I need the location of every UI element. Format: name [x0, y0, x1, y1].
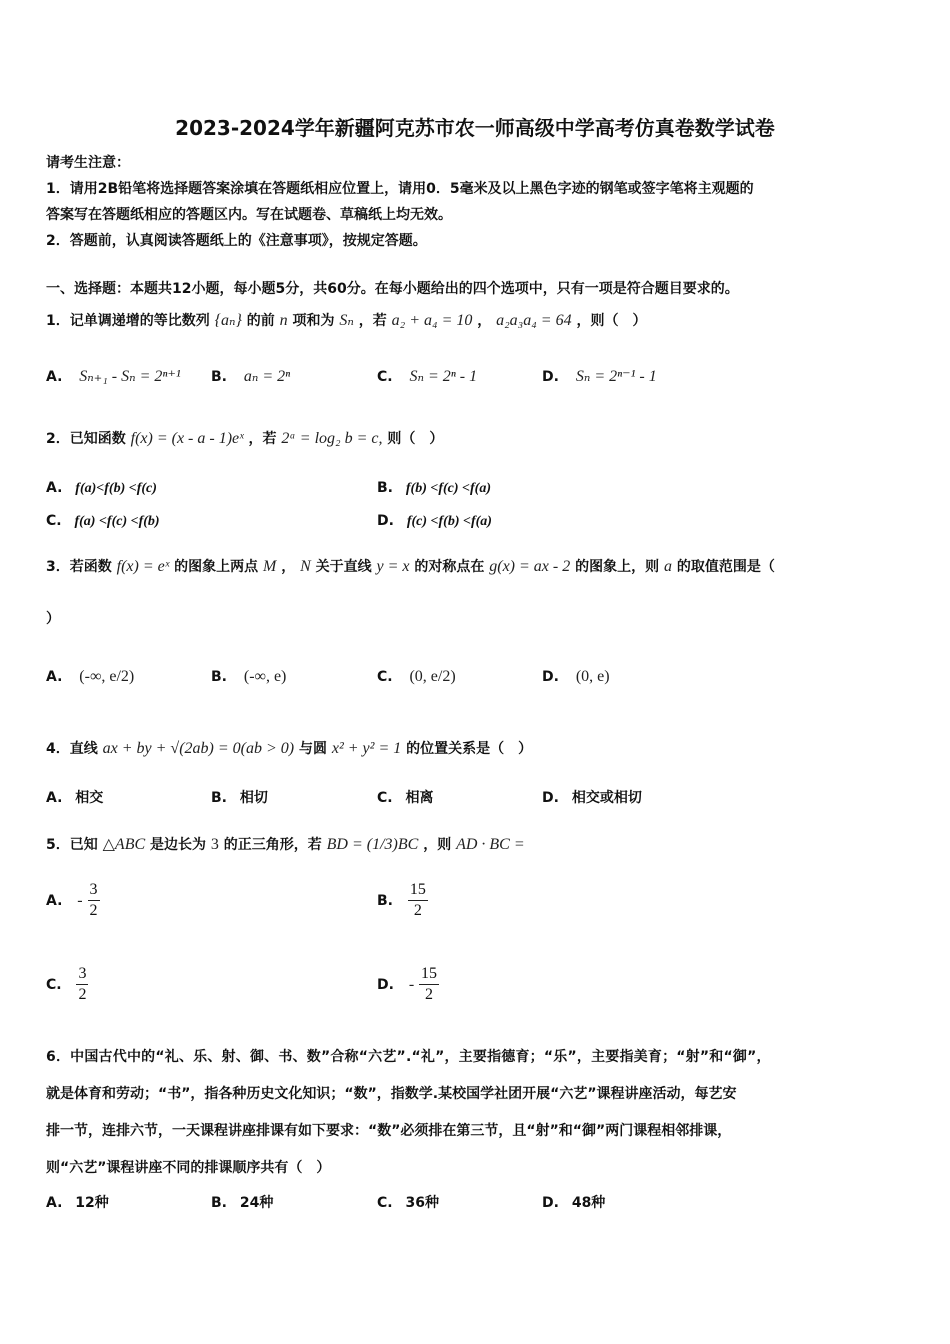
q3-text-3: ，	[281, 559, 296, 575]
q2-option-c[interactable]	[46, 513, 160, 530]
option-text: 相交	[75, 790, 104, 806]
q6-line-1: 6．中国古代中的“礼、乐、射、御、书、数”合称“六艺”.“礼”，主要指德育；“乐”，主要指美育；“射”和“御”，	[46, 1049, 771, 1065]
q5-option-a[interactable]	[46, 880, 100, 921]
q1-math-5: a₂a₃a₄ = 64	[496, 312, 572, 329]
q5-math-2: 3	[210, 836, 219, 853]
q5-math-4: AD · BC =	[456, 836, 525, 853]
question-5	[46, 834, 525, 854]
q3-math-5: g(x) = ax - 2	[489, 558, 571, 575]
q1-option-c[interactable]	[377, 366, 477, 386]
option-label: C.	[377, 669, 393, 685]
option-math: (0, e)	[575, 668, 610, 685]
option-fraction	[76, 964, 88, 1005]
option-label: B.	[211, 369, 227, 385]
q4-option-b[interactable]	[211, 787, 268, 807]
option-sign: -	[77, 891, 83, 909]
q3-closing-paren: ）	[46, 611, 60, 627]
option-label: D.	[377, 976, 394, 993]
option-label: C.	[377, 369, 393, 385]
q3-text-2: 的图象上两点	[174, 559, 259, 575]
option-math: Sₙ₊₁ - Sₙ = 2ⁿ⁺¹	[79, 368, 181, 385]
option-text: 36种	[405, 1195, 439, 1211]
option-label: D.	[542, 1195, 559, 1211]
option-label: A.	[46, 480, 63, 496]
q5-text-4: ，则	[423, 837, 452, 853]
option-fraction	[408, 880, 428, 921]
q3-option-a[interactable]	[46, 668, 134, 686]
notice-line-2: 2．答题前，认真阅读答题纸上的《注意事项》，按规定答题。	[46, 233, 427, 249]
option-text: 相离	[405, 790, 434, 806]
option-label: A.	[46, 1195, 63, 1211]
fraction-denominator: 2	[413, 902, 422, 919]
option-label: C.	[377, 790, 393, 806]
option-fraction	[419, 964, 439, 1005]
option-label: C.	[46, 976, 62, 993]
option-label: A.	[46, 369, 63, 385]
question-3	[46, 556, 775, 576]
option-text: 24种	[239, 1195, 274, 1211]
question-1	[46, 310, 646, 330]
fraction-numerator: 3	[76, 964, 88, 985]
notice-line-1a: 1．请用2B铅笔将选择题答案涂填在答题纸相应位置上，请用0．5毫米及以上黑色字迹的钢笔或签字笔将主观题的	[46, 181, 754, 197]
q6-option-b[interactable]	[211, 1192, 273, 1212]
q5-option-b[interactable]	[377, 880, 428, 921]
q1-text-3: 项和为	[292, 313, 335, 329]
fraction-numerator: 15	[419, 964, 439, 985]
q3-text-5: 的对称点在	[414, 559, 485, 575]
option-text: f(a) <f(c) <f(b)	[74, 514, 160, 529]
option-text: 48种	[571, 1195, 606, 1211]
q5-math-1: △ABC	[102, 836, 146, 853]
option-label: D.	[542, 369, 559, 385]
option-label: B.	[211, 790, 227, 806]
q5-math-3: BD = (1/3)BC	[326, 836, 419, 853]
option-sign: -	[408, 975, 415, 993]
notice-line-1b: 答案写在答题纸相应的答题区内。写在试题卷、草稿纸上均无效。	[46, 207, 452, 223]
option-math: (0, e/2)	[409, 668, 456, 685]
option-math: (-∞, e/2)	[79, 668, 135, 685]
q1-text-5: ，	[477, 313, 492, 329]
fraction-denominator: 2	[78, 986, 87, 1003]
q1-text-1: 1．记单调递增的等比数列	[46, 313, 210, 329]
q6-option-d[interactable]	[542, 1192, 605, 1212]
q4-option-d[interactable]	[542, 787, 642, 807]
q4-math-2: x² + y² = 1	[331, 740, 402, 757]
question-2	[46, 428, 443, 448]
option-fraction	[88, 880, 100, 921]
q1-math-3: Sₙ	[339, 312, 354, 329]
q5-option-c[interactable]	[46, 964, 88, 1005]
fraction-numerator: 3	[88, 880, 100, 901]
option-label: C.	[377, 1195, 393, 1211]
q1-math-4: a₂ + a₄ = 10	[391, 312, 473, 329]
question-4	[46, 738, 532, 758]
option-label: B.	[211, 1195, 227, 1211]
option-text: 12种	[75, 1195, 109, 1211]
q3-text-1: 3．若函数	[46, 559, 112, 575]
q3-option-b[interactable]	[211, 668, 286, 686]
q3-text-4: 关于直线	[315, 559, 372, 575]
q3-math-6: a	[663, 558, 672, 575]
option-label: B.	[211, 669, 227, 685]
option-label: B.	[377, 892, 393, 909]
option-text: f(b) <f(c) <f(a)	[405, 481, 492, 496]
q1-math-1: {aₙ}	[214, 312, 242, 329]
q3-math-2: M	[263, 558, 277, 575]
section-heading: 一、选择题：本题共12小题，每小题5分，共60分。在每小题给出的四个选项中，只有一项是符合题目要求的。	[46, 281, 739, 297]
q1-text-2: 的前	[246, 313, 275, 329]
q3-math-3: N	[300, 558, 311, 575]
q2-math-1: f(x) = (x - a - 1)eˣ	[130, 430, 244, 447]
q3-math-4: y = x	[376, 558, 410, 575]
option-text: 相交或相切	[571, 790, 642, 806]
option-label: A.	[46, 892, 63, 909]
fraction-denominator: 2	[425, 986, 434, 1003]
q3-text-7: 的取值范围是（	[676, 559, 775, 575]
q1-option-a[interactable]	[46, 366, 181, 386]
option-math: aₙ = 2ⁿ	[243, 368, 291, 385]
q2-math-2: 2ᵃ = log₂ b = c,	[281, 430, 383, 447]
q5-text-3: 的正三角形，若	[223, 837, 322, 853]
option-label: D.	[542, 790, 559, 806]
q3-option-c[interactable]	[377, 668, 456, 686]
q6-line-2: 就是体育和劳动；“书”，指各种历史文化知识；“数”，指数学.某校国学社团开展“六艺”课程讲座活动，每艺安	[46, 1086, 737, 1102]
page-title: 2023-2024学年新疆阿克苏市农一师高级中学高考仿真卷数学试卷	[175, 116, 775, 140]
q6-line-4: 则“六艺”课程讲座不同的排课顺序共有（ ）	[46, 1160, 331, 1176]
q2-option-d[interactable]	[377, 513, 492, 530]
option-math: Sₙ = 2ⁿ⁻¹ - 1	[575, 368, 657, 385]
option-label: C.	[46, 513, 62, 529]
q5-text-2: 是边长为	[150, 837, 207, 853]
option-label: D.	[377, 513, 394, 529]
q2-option-a[interactable]	[46, 480, 157, 497]
option-label: A.	[46, 669, 63, 685]
q4-text-2: 与圆	[298, 741, 327, 757]
q2-text-3: 则（ ）	[387, 431, 444, 447]
fraction-numerator: 15	[408, 880, 428, 901]
q1-text-6: ，则（ ）	[576, 313, 647, 329]
q6-line-3: 排一节，连排六节，一天课程讲座排课有如下要求：“数”必须排在第三节，且“射”和“御”两门课程相邻排课，	[46, 1123, 732, 1139]
q4-option-a[interactable]	[46, 787, 103, 807]
q5-text-1: 5．已知	[46, 837, 98, 853]
q2-option-b[interactable]	[377, 480, 491, 497]
q1-option-d[interactable]	[542, 366, 657, 386]
option-text: 相切	[239, 790, 268, 806]
option-math: Sₙ = 2ⁿ - 1	[409, 368, 478, 385]
q4-option-c[interactable]	[377, 787, 433, 807]
fraction-denominator: 2	[89, 902, 98, 919]
option-text: f(a)<f(b) <f(c)	[75, 481, 157, 496]
option-label: D.	[542, 669, 559, 685]
q5-option-d[interactable]	[377, 964, 439, 1005]
q1-math-2: n	[279, 312, 288, 329]
q6-option-a[interactable]	[46, 1192, 109, 1212]
notice-heading: 请考生注意：	[46, 155, 130, 171]
q3-text-6: 的图象上，则	[575, 559, 660, 575]
q4-text-3: 的位置关系是（ ）	[406, 741, 533, 757]
option-label: B.	[377, 480, 393, 496]
q1-option-b[interactable]	[211, 366, 290, 386]
q2-text-1: 2．已知函数	[46, 431, 126, 447]
q2-text-2: ，若	[248, 431, 277, 447]
q4-math-1: ax + by + √(2ab) = 0(ab > 0)	[102, 740, 295, 757]
q6-option-c[interactable]	[377, 1192, 439, 1212]
q4-text-1: 4．直线	[46, 741, 98, 757]
option-text: f(c) <f(b) <f(a)	[406, 514, 492, 529]
q3-math-1: f(x) = eˣ	[116, 558, 170, 575]
option-label: A.	[46, 790, 63, 806]
q1-text-4: ，若	[358, 313, 387, 329]
option-math: (-∞, e)	[243, 668, 287, 685]
q3-option-d[interactable]	[542, 668, 610, 686]
